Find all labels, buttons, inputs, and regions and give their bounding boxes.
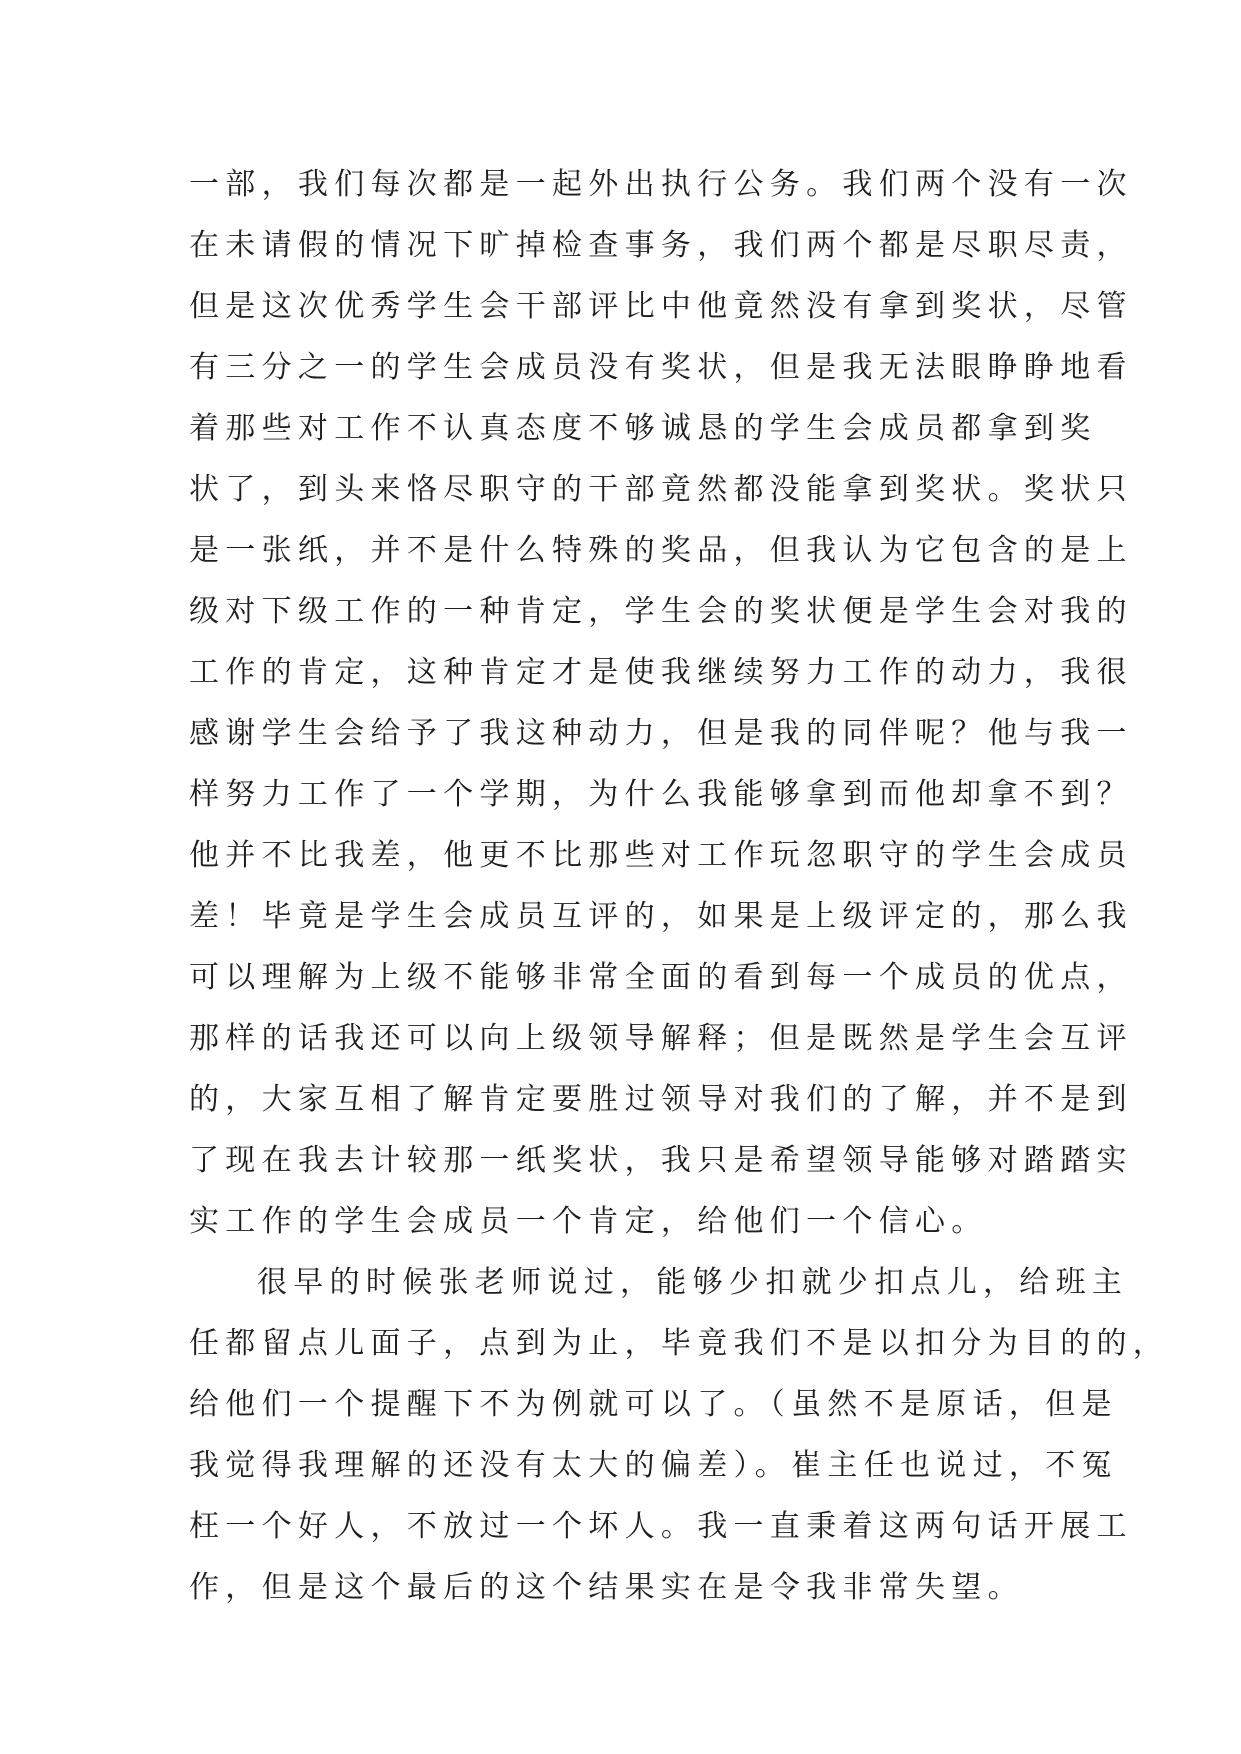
- text-line: 是一张纸，并不是什么特殊的奖品，但我认为它包含的是上: [189, 533, 1133, 568]
- text-line: 状了，到头来恪尽职守的干部竟然都没能拿到奖状。奖状只: [189, 472, 1133, 507]
- text-line: 工作的肯定，这种肯定才是使我继续努力工作的动力，我很: [189, 655, 1133, 690]
- text-line: 的，大家互相了解肯定要胜过领导对我们的了解，并不是到: [189, 1082, 1133, 1117]
- text-line: 感谢学生会给予了我这种动力，但是我的同伴呢？他与我一: [189, 716, 1133, 751]
- text-line: 我觉得我理解的还没有太大的偏差）。崔主任也说过，不冤: [189, 1448, 1118, 1483]
- text-line: 一部，我们每次都是一起外出执行公务。我们两个没有一次: [189, 167, 1133, 202]
- text-line: 了现在我去计较那一纸奖状，我只是希望领导能够对踏踏实: [189, 1143, 1133, 1178]
- text-line: 给他们一个提醒下不为例就可以了。（虽然不是原话，但是: [189, 1387, 1118, 1422]
- text-line: 级对下级工作的一种肯定，学生会的奖状便是学生会对我的: [189, 594, 1133, 629]
- text-line: 差！毕竟是学生会成员互评的，如果是上级评定的，那么我: [189, 899, 1133, 934]
- text-line: 作，但是这个最后的这个结果实在是令我非常失望。: [189, 1570, 1024, 1605]
- text-line: 那样的话我还可以向上级领导解释；但是既然是学生会互评: [189, 1021, 1133, 1056]
- text-line: 但是这次优秀学生会干部评比中他竟然没有拿到奖状，尽管: [189, 289, 1133, 324]
- text-line: 实工作的学生会成员一个肯定，给他们一个信心。: [189, 1204, 988, 1239]
- text-line: 样努力工作了一个学期，为什么我能够拿到而他却拿不到？: [189, 777, 1133, 812]
- text-line: 有三分之一的学生会成员没有奖状，但是我无法眼睁睁地看: [189, 350, 1133, 385]
- text-line: 他并不比我差，他更不比那些对工作玩忽职守的学生会成员: [189, 838, 1133, 873]
- paragraph-start-line: 很早的时候张老师说过，能够少扣就少扣点儿，给班主: [257, 1265, 1129, 1300]
- text-line: 着那些对工作不认真态度不够诚恳的学生会成员都拿到奖: [189, 411, 1097, 446]
- text-line: 可以理解为上级不能够非常全面的看到每一个成员的优点，: [189, 960, 1133, 995]
- text-line: 在未请假的情况下旷掉检查事务，我们两个都是尽职尽责，: [189, 228, 1133, 263]
- text-line: 任都留点儿面子，点到为止，毕竟我们不是以扣分为目的的，: [189, 1326, 1170, 1361]
- body-text: [189, 154, 1170, 1618]
- text-line: 枉一个好人，不放过一个坏人。我一直秉着这两句话开展工: [189, 1509, 1133, 1544]
